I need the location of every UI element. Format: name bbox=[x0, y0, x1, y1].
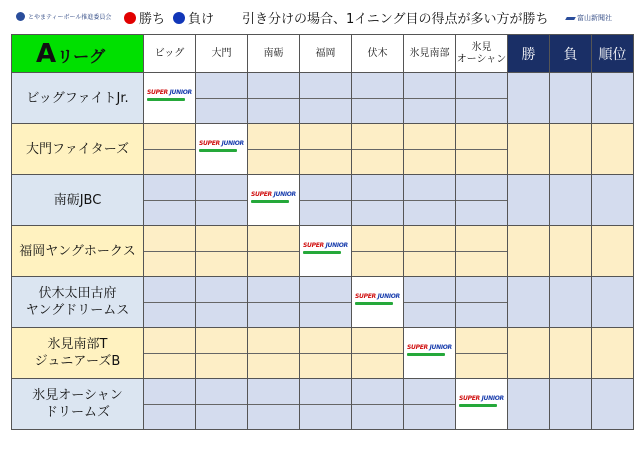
score-divider bbox=[144, 353, 195, 354]
rank-cell bbox=[592, 175, 634, 226]
legend bbox=[124, 8, 549, 27]
match-result-cell bbox=[456, 277, 508, 328]
rank-cell bbox=[592, 73, 634, 124]
super-junior-logo-icon: SUPER JUNIOR bbox=[147, 89, 193, 105]
sponsor bbox=[566, 13, 612, 23]
match-result-cell bbox=[196, 73, 248, 124]
col-header: 氷見 オーシャン bbox=[456, 35, 508, 73]
score-divider bbox=[352, 404, 403, 405]
col-header: 大門 bbox=[196, 35, 248, 73]
self-match-cell bbox=[352, 277, 404, 328]
wins-cell bbox=[508, 379, 550, 430]
wins-header: 勝 bbox=[508, 35, 550, 73]
match-result-cell bbox=[352, 379, 404, 430]
match-result-cell bbox=[144, 124, 196, 175]
match-result-cell bbox=[196, 226, 248, 277]
match-result-cell bbox=[144, 175, 196, 226]
match-result-cell bbox=[404, 73, 456, 124]
wins-cell bbox=[508, 73, 550, 124]
score-divider bbox=[456, 98, 507, 99]
header bbox=[0, 0, 640, 34]
team-name: 氷見オーシャン ドリームズ bbox=[12, 379, 144, 430]
self-match-cell bbox=[196, 124, 248, 175]
losses-cell bbox=[550, 277, 592, 328]
col-header: ビッグ bbox=[144, 35, 196, 73]
losses-cell bbox=[550, 73, 592, 124]
legend-lose-label: 負け bbox=[188, 12, 215, 27]
super-junior-logo-icon: SUPER JUNIOR bbox=[459, 395, 505, 411]
super-junior-logo-icon: SUPER JUNIOR bbox=[303, 242, 349, 258]
match-result-cell bbox=[248, 328, 300, 379]
wins-cell bbox=[508, 277, 550, 328]
match-result-cell bbox=[248, 124, 300, 175]
col-header: 氷見南部 bbox=[404, 35, 456, 73]
match-result-cell bbox=[196, 277, 248, 328]
score-divider bbox=[144, 251, 195, 252]
match-result-cell bbox=[300, 175, 352, 226]
table-row bbox=[12, 328, 634, 379]
score-divider bbox=[248, 98, 299, 99]
score-divider bbox=[456, 251, 507, 252]
wins-cell bbox=[508, 175, 550, 226]
rank-header: 順位 bbox=[592, 35, 634, 73]
table-row bbox=[12, 175, 634, 226]
organizer-logo-icon bbox=[16, 12, 25, 21]
score-divider bbox=[300, 149, 351, 150]
col-header: 南砺 bbox=[248, 35, 300, 73]
self-match-cell bbox=[404, 328, 456, 379]
score-divider bbox=[196, 200, 247, 201]
table-row bbox=[12, 379, 634, 430]
organizer-name: とやまティーボール推進委員会 bbox=[28, 14, 112, 21]
match-result-cell bbox=[456, 73, 508, 124]
score-divider bbox=[456, 200, 507, 201]
match-result-cell bbox=[300, 277, 352, 328]
tie-rule: 引き分けの場合、1イニング目の得点が多い方が勝ち bbox=[242, 12, 549, 27]
table-row bbox=[12, 226, 634, 277]
team-name: 伏木太田古府 ヤングドリームス bbox=[12, 277, 144, 328]
wins-cell bbox=[508, 124, 550, 175]
table-row bbox=[12, 124, 634, 175]
match-result-cell bbox=[404, 124, 456, 175]
rank-cell bbox=[592, 328, 634, 379]
team-name: ビッグファイトJr. bbox=[12, 73, 144, 124]
score-divider bbox=[248, 353, 299, 354]
match-result-cell bbox=[196, 379, 248, 430]
score-divider bbox=[352, 353, 403, 354]
newspaper-logo-icon bbox=[566, 14, 575, 23]
score-divider bbox=[404, 200, 455, 201]
col-header: 伏木 bbox=[352, 35, 404, 73]
match-result-cell bbox=[404, 379, 456, 430]
league-letter: A bbox=[36, 38, 57, 69]
super-junior-logo-icon: SUPER JUNIOR bbox=[407, 344, 453, 360]
match-result-cell bbox=[300, 379, 352, 430]
match-result-cell bbox=[196, 328, 248, 379]
match-result-cell bbox=[196, 175, 248, 226]
match-result-cell bbox=[144, 226, 196, 277]
rank-cell bbox=[592, 124, 634, 175]
team-name: 大門ファイターズ bbox=[12, 124, 144, 175]
score-divider bbox=[456, 149, 507, 150]
losses-cell bbox=[550, 328, 592, 379]
match-result-cell bbox=[248, 379, 300, 430]
score-divider bbox=[352, 251, 403, 252]
self-match-cell bbox=[456, 379, 508, 430]
score-divider bbox=[300, 98, 351, 99]
score-divider bbox=[404, 251, 455, 252]
score-divider bbox=[352, 200, 403, 201]
score-divider bbox=[300, 302, 351, 303]
match-result-cell bbox=[352, 175, 404, 226]
match-result-cell bbox=[352, 226, 404, 277]
score-divider bbox=[196, 98, 247, 99]
table-row bbox=[12, 277, 634, 328]
score-divider bbox=[404, 98, 455, 99]
match-result-cell bbox=[144, 277, 196, 328]
match-result-cell bbox=[404, 175, 456, 226]
score-divider bbox=[196, 404, 247, 405]
score-divider bbox=[248, 149, 299, 150]
losses-cell bbox=[550, 124, 592, 175]
red-dot-icon bbox=[124, 12, 136, 24]
losses-header: 負 bbox=[550, 35, 592, 73]
legend-win bbox=[124, 8, 165, 27]
score-divider bbox=[300, 200, 351, 201]
match-result-cell bbox=[456, 328, 508, 379]
match-result-cell bbox=[248, 277, 300, 328]
score-divider bbox=[144, 302, 195, 303]
col-header: 福岡 bbox=[300, 35, 352, 73]
blue-dot-icon bbox=[173, 12, 185, 24]
match-result-cell bbox=[456, 226, 508, 277]
match-result-cell bbox=[300, 328, 352, 379]
score-divider bbox=[300, 353, 351, 354]
match-result-cell bbox=[352, 73, 404, 124]
organizer bbox=[16, 12, 111, 21]
match-result-cell bbox=[300, 73, 352, 124]
self-match-cell bbox=[144, 73, 196, 124]
score-divider bbox=[196, 353, 247, 354]
score-divider bbox=[144, 149, 195, 150]
league-title bbox=[12, 35, 144, 73]
legend-win-label: 勝ち bbox=[139, 12, 166, 27]
match-result-cell bbox=[456, 124, 508, 175]
self-match-cell bbox=[300, 226, 352, 277]
table-row bbox=[12, 73, 634, 124]
super-junior-logo-icon: SUPER JUNIOR bbox=[251, 191, 297, 207]
match-result-cell bbox=[300, 124, 352, 175]
score-divider bbox=[248, 251, 299, 252]
match-result-cell bbox=[248, 73, 300, 124]
match-result-cell bbox=[352, 124, 404, 175]
super-junior-logo-icon: SUPER JUNIOR bbox=[199, 140, 245, 156]
score-divider bbox=[300, 404, 351, 405]
match-result-cell bbox=[144, 379, 196, 430]
score-divider bbox=[144, 404, 195, 405]
wins-cell bbox=[508, 226, 550, 277]
rank-cell bbox=[592, 379, 634, 430]
rank-cell bbox=[592, 226, 634, 277]
losses-cell bbox=[550, 226, 592, 277]
score-divider bbox=[248, 404, 299, 405]
match-result-cell bbox=[404, 226, 456, 277]
losses-cell bbox=[550, 379, 592, 430]
score-divider bbox=[248, 302, 299, 303]
score-divider bbox=[352, 98, 403, 99]
match-result-cell bbox=[456, 175, 508, 226]
losses-cell bbox=[550, 175, 592, 226]
score-divider bbox=[196, 302, 247, 303]
self-match-cell bbox=[248, 175, 300, 226]
match-result-cell bbox=[144, 328, 196, 379]
team-name: 南砺JBC bbox=[12, 175, 144, 226]
legend-lose bbox=[173, 8, 214, 27]
sponsor-name: 富山新聞社 bbox=[577, 14, 612, 22]
wins-cell bbox=[508, 328, 550, 379]
score-divider bbox=[404, 149, 455, 150]
score-divider bbox=[352, 149, 403, 150]
league-suffix: リーグ bbox=[57, 46, 106, 66]
super-junior-logo-icon: SUPER JUNIOR bbox=[355, 293, 401, 309]
score-divider bbox=[456, 302, 507, 303]
league-table bbox=[11, 34, 634, 430]
score-divider bbox=[404, 302, 455, 303]
match-result-cell bbox=[352, 328, 404, 379]
score-divider bbox=[456, 353, 507, 354]
team-name: 福岡ヤングホークス bbox=[12, 226, 144, 277]
match-result-cell bbox=[248, 226, 300, 277]
score-divider bbox=[404, 404, 455, 405]
rank-cell bbox=[592, 277, 634, 328]
score-divider bbox=[144, 200, 195, 201]
score-divider bbox=[196, 251, 247, 252]
team-name: 氷見南部T ジュニアーズB bbox=[12, 328, 144, 379]
match-result-cell bbox=[404, 277, 456, 328]
